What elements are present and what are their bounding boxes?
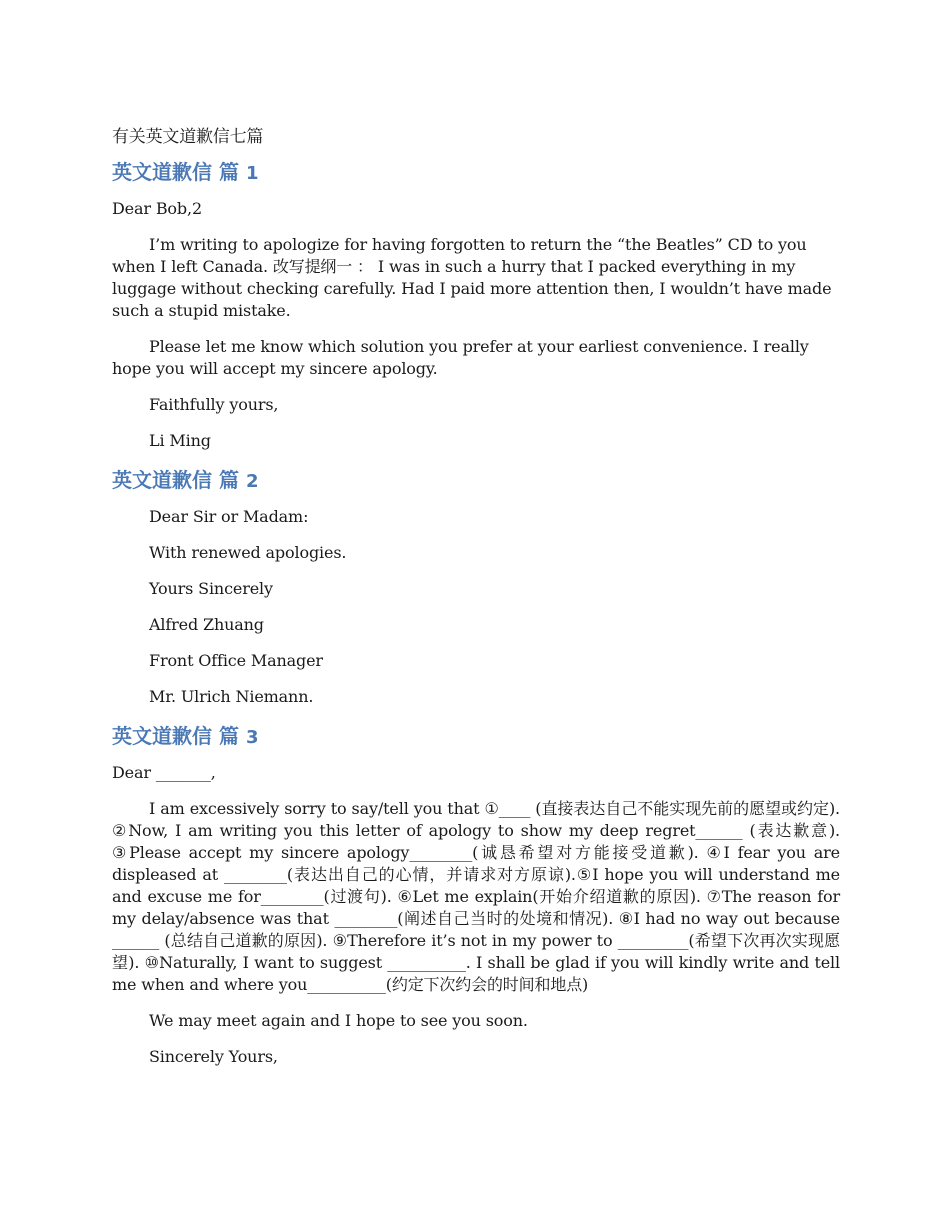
section-heading-text: 英文道歉信 篇 (112, 468, 239, 492)
salutation: Dear Bob,2 (112, 199, 202, 218)
salutation: Dear Sir or Madam: (149, 507, 309, 526)
section-heading-number: 1 (245, 163, 259, 184)
closing: Sincerely Yours, (149, 1047, 278, 1066)
body-paragraph: We may meet again and I hope to see you soon. (149, 1011, 528, 1030)
salutation: Dear _______, (112, 763, 216, 782)
signature: Alfred Zhuang (149, 615, 264, 634)
section-heading-text: 英文道歉信 篇 (112, 160, 239, 184)
body-paragraph: I’m writing to apologize for having forgotten to return the “the Beatles” CD to you when I left Canada. 改写提纲一 ： I was in such a hurry that I packed everything in my luggage without checking carefully. Had I paid more attention then, I wouldn’t have made such a stupid mistake. (112, 235, 832, 320)
closing: Faithfully yours, (149, 395, 279, 414)
signature: Li Ming (149, 431, 211, 450)
section-heading-number: 3 (245, 727, 259, 748)
recipient-name: Mr. Ulrich Niemann. (149, 687, 314, 706)
document-title: 有关英文道歉信七篇 (112, 127, 264, 147)
section-heading-3 (112, 722, 840, 752)
section-heading-1 (112, 158, 840, 188)
section-heading-number: 2 (245, 471, 259, 492)
closing: Yours Sincerely (149, 579, 273, 598)
section-heading-text: 英文道歉信 篇 (112, 724, 239, 748)
body-paragraph: Please let me know which solution you prefer at your earliest convenience. I really hope you will accept my sincere apology. (112, 337, 809, 378)
signature-title: Front Office Manager (149, 651, 323, 670)
body-paragraph: With renewed apologies. (149, 543, 347, 562)
body-paragraph: I am excessively sorry to say/tell you that ①____ (直接表达自己不能实现先前的愿望或约定). ②Now, I am writing you this letter of apology to show my deep regret______ (表达歉意). ③Please accept my sincere apology________(诚恳希望对方能接受道歉). ④I fear you are displeased at ________(表达出自己的心情，并请求对方原谅).⑤I hope you will understand me and excuse me for________(过渡句). ⑥Let me explain(开始介绍道歉的原因). ⑦The reason for my delay/absence was that ________(阐述自己当时的处境和情况). ⑧I had no way out because ______ (总结自己道歉的原因). ⑨Therefore it’s not in my power to _________(希望下次再次实现愿望). ⑩Naturally, I want to suggest __________. I shall be glad if you will kindly write and tell me when and where you__________(约定下次约会的时间和地点) (112, 799, 840, 994)
document-page (112, 124, 840, 1082)
section-heading-2 (112, 466, 840, 496)
